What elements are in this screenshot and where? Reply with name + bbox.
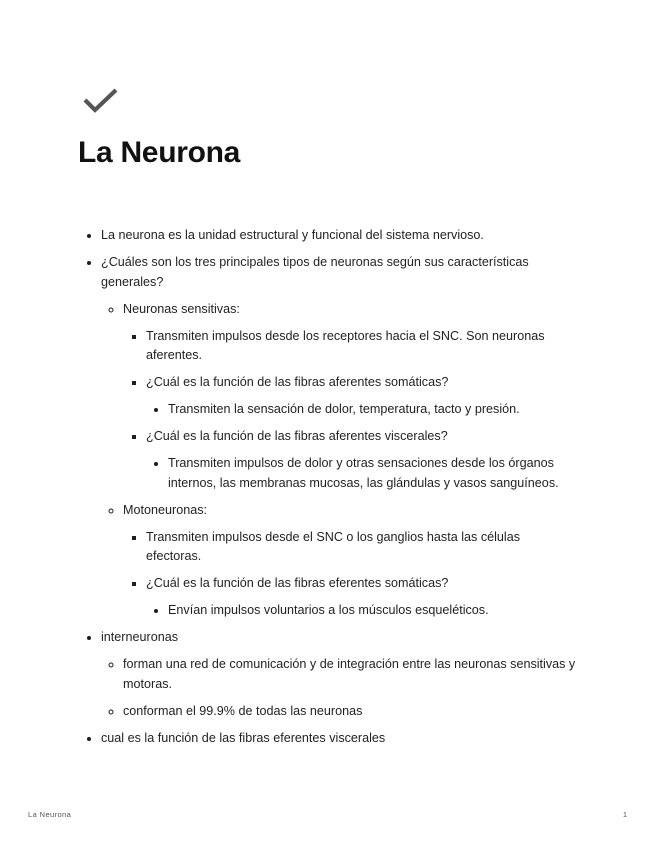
page-title: La Neurona xyxy=(78,136,241,169)
outline-list xyxy=(78,226,578,748)
list-item: ◦ forman una red de comunicación y de integración entre las neuronas sensitivas y motoras. xyxy=(123,655,578,694)
list-item-text: ¿Cuál es la función de las fibras aferentes somáticas? xyxy=(146,375,449,389)
list-item xyxy=(123,501,578,621)
list-item: ▪ Transmiten impulsos desde los receptores hacia el SNC. Son neuronas aferentes. xyxy=(146,327,578,366)
list-item: ◦ conforman el 99.9% de todas las neuronas xyxy=(123,702,578,722)
list-item xyxy=(101,253,578,621)
list-item xyxy=(123,300,578,494)
sublist-neuron-types xyxy=(101,300,578,621)
list-item: • cual es la función de las fibras eferentes viscerales xyxy=(101,729,578,749)
list-item-text: Neuronas sensitivas: xyxy=(123,301,240,316)
list-item: ▪ Transmiten impulsos desde el SNC o los ganglios hasta las células efectoras. xyxy=(146,528,578,567)
sublist-answer xyxy=(146,601,578,621)
outline xyxy=(78,226,578,756)
list-item-text: Motoneuronas: xyxy=(123,502,208,517)
list-item: • Envían impulsos voluntarios a los músculos esqueléticos. xyxy=(168,601,578,621)
list-item: • Transmiten la sensación de dolor, temperatura, tacto y presión. xyxy=(168,400,578,420)
sublist-interneuronas xyxy=(101,655,578,721)
list-item: • Transmiten impulsos de dolor y otras sensaciones desde los órganos internos, las membranas mucosas, las glándulas y vasos sanguíneos. xyxy=(168,454,578,493)
sublist-answer xyxy=(146,400,578,420)
list-item-text: ¿Cuál es la función de las fibras eferentes somáticas? xyxy=(146,576,449,590)
list-item xyxy=(146,574,578,621)
list-item-text: ¿Cuál es la función de las fibras aferentes viscerales? xyxy=(146,429,448,443)
list-item xyxy=(146,373,578,420)
footer-page-number: 1 xyxy=(622,810,627,819)
checkmark-icon xyxy=(82,86,120,116)
list-item-text: ¿Cuáles son los tres principales tipos de neuronas según sus características generales? xyxy=(101,255,529,289)
sublist-answer xyxy=(146,454,578,493)
list-item xyxy=(146,427,578,493)
list-item: • La neurona es la unidad estructural y funcional del sistema nervioso. xyxy=(101,226,578,246)
list-item-text: interneuronas xyxy=(101,630,179,644)
sublist-sensitivas xyxy=(123,327,578,494)
list-item xyxy=(101,628,578,721)
footer-document-name: La Neurona xyxy=(28,810,72,819)
sublist-motoneuronas xyxy=(123,528,578,621)
